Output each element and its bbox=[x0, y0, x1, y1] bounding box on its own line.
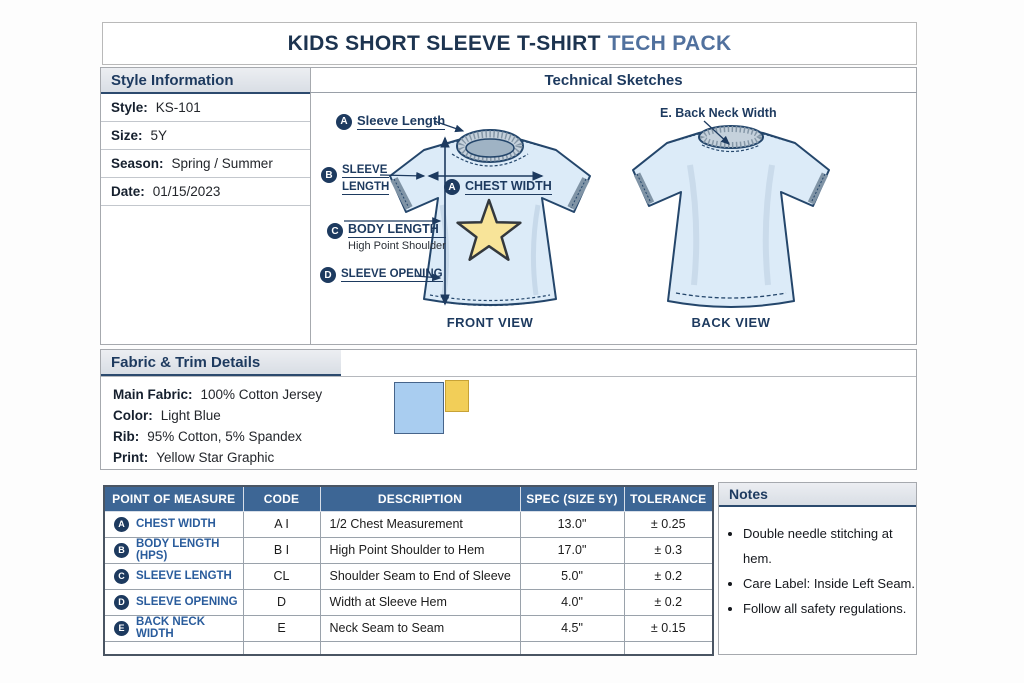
col-point-of-measure: POINT OF MEASURE bbox=[104, 486, 243, 511]
rib-value: 95% Cotton, 5% Spandex bbox=[147, 429, 302, 444]
spec-cell: 13.0" bbox=[520, 511, 624, 537]
annotation-back-neck-width bbox=[660, 106, 777, 120]
annotation-sleeve-length-top-label: Sleeve Length bbox=[357, 113, 446, 128]
pom-label: SLEEVE OPENING bbox=[136, 596, 238, 608]
badge-c-icon: C bbox=[114, 569, 129, 584]
col-spec: SPEC (SIZE 5Y) bbox=[520, 486, 624, 511]
color-value: Light Blue bbox=[160, 408, 221, 423]
front-view-label: FRONT VIEW bbox=[446, 315, 534, 330]
style-info-header: Style Information bbox=[101, 68, 310, 94]
print-value: Yellow Star Graphic bbox=[156, 450, 275, 465]
fabric-swatch-yellow bbox=[445, 380, 469, 412]
badge-d-icon: D bbox=[114, 595, 129, 610]
pom-table bbox=[103, 485, 714, 656]
pom-label: BODY LENGTH (HPS) bbox=[136, 538, 220, 562]
rib-row bbox=[113, 426, 916, 447]
code-cell: B I bbox=[243, 537, 320, 563]
note-item: • Double needle stitching at hem. bbox=[743, 521, 916, 571]
annotation-body-length bbox=[327, 222, 446, 252]
note-item: • Follow all safety regulations. bbox=[743, 596, 916, 621]
tolerance-cell: ± 0.2 bbox=[624, 563, 713, 589]
date-row bbox=[101, 178, 310, 206]
fabric-trim-panel bbox=[100, 349, 917, 470]
season-value: Spring / Summer bbox=[171, 156, 273, 171]
pom-table-header-row bbox=[104, 486, 713, 511]
season-row bbox=[101, 150, 310, 178]
annotation-sleeve-length bbox=[321, 164, 389, 195]
page-title-main: KIDS SHORT SLEEVE T-SHIRT bbox=[287, 31, 601, 55]
back-view-sketch bbox=[633, 126, 829, 307]
spec-cell: 17.0" bbox=[520, 537, 624, 563]
description-cell: 1/2 Chest Measurement bbox=[320, 511, 520, 537]
table-row-back-neck-width bbox=[104, 615, 713, 641]
description-cell: High Point Shoulder to Hem bbox=[320, 537, 520, 563]
fabric-trim-header: Fabric & Trim Details bbox=[101, 350, 341, 376]
tolerance-cell: ± 0.3 bbox=[624, 537, 713, 563]
color-label: Color: bbox=[113, 408, 153, 423]
spec-cell: 5.0" bbox=[520, 563, 624, 589]
rib-label: Rib: bbox=[113, 429, 140, 444]
annotation-sleeve-opening-label: SLEEVE OPENING bbox=[341, 268, 443, 280]
fabric-swatch-blue bbox=[394, 382, 444, 434]
col-description: DESCRIPTION bbox=[320, 486, 520, 511]
pom-label: CHEST WIDTH bbox=[136, 518, 216, 530]
table-row-empty bbox=[104, 641, 713, 655]
style-row bbox=[101, 94, 310, 122]
annotation-body-length-label: BODY LENGTH bbox=[348, 222, 446, 238]
badge-e-icon: E bbox=[114, 621, 129, 636]
spec-cell: 4.0" bbox=[520, 589, 624, 615]
notes-header: Notes bbox=[719, 483, 916, 507]
description-cell: Neck Seam to Seam bbox=[320, 615, 520, 641]
badge-a-chest-icon: A bbox=[444, 179, 460, 195]
date-label: Date: bbox=[111, 184, 145, 199]
col-tolerance: TOLERANCE bbox=[624, 486, 713, 511]
style-info-panel bbox=[101, 68, 311, 344]
style-value: KS-101 bbox=[155, 100, 201, 115]
annotation-sleeve-opening bbox=[320, 267, 443, 283]
annotation-body-length-sub: High Point Shoulder bbox=[348, 240, 446, 252]
notes-panel bbox=[718, 482, 917, 655]
tolerance-cell: ± 0.2 bbox=[624, 589, 713, 615]
page-title bbox=[102, 22, 917, 65]
code-cell: CL bbox=[243, 563, 320, 589]
table-row-chest-width bbox=[104, 511, 713, 537]
table-row-sleeve-opening bbox=[104, 589, 713, 615]
season-label: Season: bbox=[111, 156, 164, 171]
description-cell: Shoulder Seam to End of Sleeve bbox=[320, 563, 520, 589]
description-cell: Width at Sleeve Hem bbox=[320, 589, 520, 615]
badge-b-icon: B bbox=[114, 543, 129, 558]
date-value: 01/15/2023 bbox=[152, 184, 221, 199]
size-label: Size: bbox=[111, 128, 143, 143]
annotation-sleeve-length-top bbox=[336, 113, 445, 130]
size-row bbox=[101, 122, 310, 150]
code-cell: D bbox=[243, 589, 320, 615]
print-row bbox=[113, 447, 916, 468]
main-fabric-value: 100% Cotton Jersey bbox=[200, 387, 323, 402]
size-value: 5Y bbox=[150, 128, 168, 143]
code-cell: A I bbox=[243, 511, 320, 537]
badge-a-icon: A bbox=[114, 517, 129, 532]
annotation-chest-width bbox=[444, 179, 552, 195]
annotation-sleeve-length-line1: SLEEVE bbox=[342, 164, 388, 176]
code-cell: E bbox=[243, 615, 320, 641]
notes-list bbox=[743, 521, 916, 621]
tolerance-cell: ± 0.15 bbox=[624, 615, 713, 641]
annotation-chest-width-label: CHEST WIDTH bbox=[465, 179, 552, 193]
style-label: Style: bbox=[111, 100, 148, 115]
tolerance-cell: ± 0.25 bbox=[624, 511, 713, 537]
annotation-sleeve-length-line2: LENGTH bbox=[342, 181, 390, 193]
annotation-back-neck-width-label: E. Back Neck Width bbox=[660, 106, 777, 120]
badge-b-icon: B bbox=[321, 167, 337, 183]
spec-cell: 4.5" bbox=[520, 615, 624, 641]
print-label: Print: bbox=[113, 450, 149, 465]
badge-d-icon: D bbox=[320, 267, 336, 283]
badge-a-icon: A bbox=[336, 114, 352, 130]
color-row bbox=[113, 405, 916, 426]
table-row-sleeve-length bbox=[104, 563, 713, 589]
pom-label: BACK NECK WIDTH bbox=[136, 616, 205, 640]
badge-c-icon: C bbox=[327, 223, 343, 239]
main-fabric-row bbox=[113, 384, 916, 405]
note-item: • Care Label: Inside Left Seam. bbox=[743, 571, 916, 596]
technical-sketches-header: Technical Sketches bbox=[310, 68, 917, 93]
col-code: CODE bbox=[243, 486, 320, 511]
page-title-accent: TECH PACK bbox=[607, 31, 732, 55]
main-fabric-label: Main Fabric: bbox=[113, 387, 193, 402]
back-view-label: BACK VIEW bbox=[691, 315, 771, 330]
fabric-trim-header-row bbox=[101, 350, 916, 377]
table-row-body-length bbox=[104, 537, 713, 563]
pom-label: SLEEVE LENGTH bbox=[136, 570, 232, 582]
